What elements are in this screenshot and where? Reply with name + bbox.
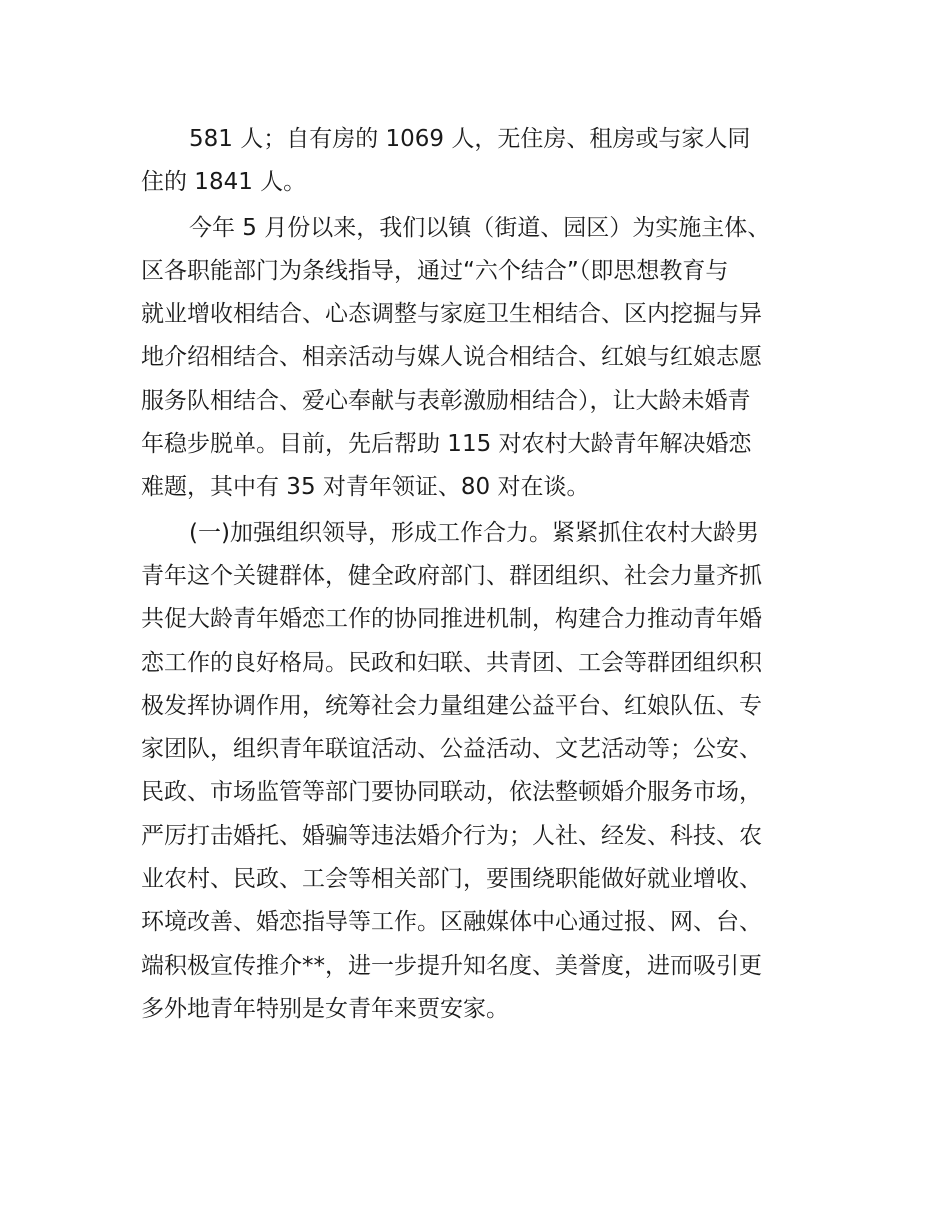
text-line: 环境改善、婚恋指导等工作。区融媒体中心通过报、网、台、 xyxy=(141,909,762,936)
text-line: 难题，其中有 35 对青年领证、80 对在谈。 xyxy=(141,474,590,501)
text-line: 业农村、民政、工会等相关部门，要围绕职能做好就业增收、 xyxy=(141,866,762,893)
paragraph-organization-leadership xyxy=(141,512,821,1032)
paragraph-six-combinations xyxy=(141,207,821,510)
text-line: 今年 5 月份以来，我们以镇（街道、园区）为实施主体、 xyxy=(189,214,771,241)
text-line: 就业增收相结合、心态调整与家庭卫生相结合、区内挖掘与异 xyxy=(141,301,762,328)
text-line: 581 人；自有房的 1069 人，无住房、租房或与家人同 xyxy=(189,126,751,152)
text-line: 家团队，组织青年联谊活动、公益活动、文艺活动等；公安、 xyxy=(141,736,762,763)
text-line: 区各职能部门为条线指导，通过“六个结合”（即思想教育与 xyxy=(141,257,729,284)
text-line: 端积极宣传推介**，进一步提升知名度、美誉度，进而吸引更 xyxy=(141,952,762,979)
text-line: 严厉打击婚托、婚骗等违法婚介行为；人社、经发、科技、农 xyxy=(141,822,762,849)
text-line: 极发挥协调作用，统筹社会力量组建公益平台、红娘队伍、专 xyxy=(141,692,762,719)
text-line: 恋工作的良好格局。民政和妇联、共青团、工会等群团组织积 xyxy=(141,649,762,676)
text-line: 多外地青年特别是女青年来贾安家。 xyxy=(141,995,509,1022)
text-line: 住的 1841 人。 xyxy=(141,169,307,196)
text-line: (一)加强组织领导，形成工作合力。紧紧抓住农村大龄男 xyxy=(189,519,759,546)
text-line: 年稳步脱单。目前，先后帮助 115 对农村大龄青年解决婚恋 xyxy=(141,431,752,458)
text-line: 青年这个关键群体，健全政府部门、群团组织、社会力量齐抓 xyxy=(141,562,762,589)
document-body xyxy=(141,118,821,1031)
text-line: 民政、市场监管等部门要协同联动，依法整顿婚介服务市场， xyxy=(141,779,762,806)
text-line: 共促大龄青年婚恋工作的协同推进机制，构建合力推动青年婚 xyxy=(141,606,762,633)
text-line: 服务队相结合、爱心奉献与表彰激励相结合），让大龄未婚青 xyxy=(141,387,751,414)
paragraph-household-stats xyxy=(141,118,821,205)
text-line: 地介绍相结合、相亲活动与媒人说合相结合、红娘与红娘志愿 xyxy=(141,344,762,371)
